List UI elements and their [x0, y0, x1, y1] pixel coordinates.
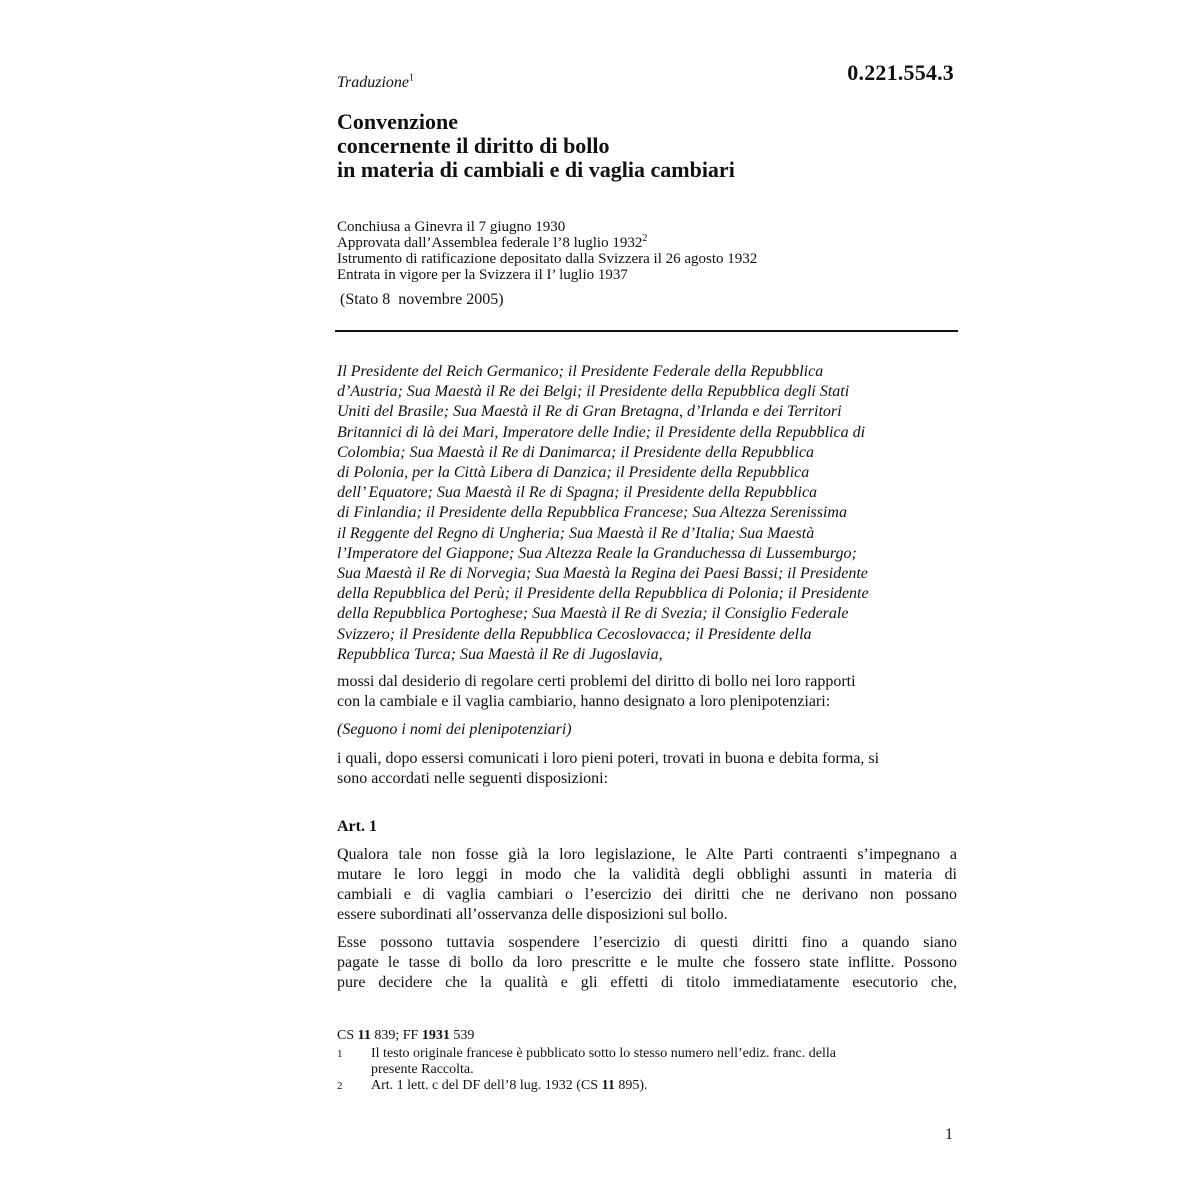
footnote-2-suffix: 895).	[614, 1078, 648, 1093]
paragraph-line: (Seguono i nomi dei plenipotenziari)	[337, 721, 572, 738]
preamble-line: l’Imperatore del Giappone; Sua Altezza Reale la Granduchessa di Lussemburgo;	[337, 544, 857, 562]
preamble-line: il Reggente del Regno di Ungheria; Sua Maestà il Re d’Italia; Sua Maestà	[337, 524, 815, 542]
footnote-2-mark: 2	[337, 1080, 343, 1092]
preamble-line: Sua Maestà il Re di Norvegia; Sua Maestà la Regina dei Paesi Bassi; il Presidente	[337, 565, 868, 583]
paragraph-line: mutare le loro leggi in modo che la validità degli obblighi assunti in materia di	[337, 866, 957, 883]
footnote-line: Il testo originale francese è pubblicato sotto lo stesso numero nell’ediz. franc. della	[371, 1046, 836, 1061]
translation-text: Traduzione	[337, 74, 410, 91]
preamble-line: Britannici di là dei Mari, Imperatore delle Indie; il Presidente della Repubblica di	[337, 423, 866, 441]
title-line: concernente il diritto di bollo	[337, 133, 610, 158]
preamble-line: dell’ Equatore; Sua Maestà il Re di Spagna; il Presidente della Repubblica	[337, 484, 818, 502]
concluded-date: Conchiusa a Ginevra il 7 giugno 1930	[337, 219, 566, 235]
citation-line	[337, 1028, 836, 1044]
preamble-line: della Repubblica Portoghese; Sua Maestà il Re di Svezia; il Consiglio Federale	[337, 605, 849, 623]
approval-text: Approvata dall’Assemblea federale l’8 luglio 1932	[337, 235, 643, 251]
ff-page: 539	[449, 1028, 475, 1043]
preamble-line: di Finlandia; il Presidente della Repubblica Francese; Sua Altezza Serenissima	[337, 504, 847, 522]
footnotes	[337, 1028, 836, 1094]
paragraph-line: mossi dal desiderio di regolare certi problemi del diritto di bollo nei loro rapporti	[337, 673, 856, 690]
plenipotentiaries-note	[337, 720, 957, 740]
entry-into-force-date: Entrata in vigore per la Svizzera il I’ luglio 1937	[337, 267, 628, 283]
footnote-line: presente Raccolta.	[371, 1062, 474, 1077]
footnote-1-mark: 1	[337, 1048, 343, 1060]
paragraph-line: sono accordati nelle seguenti disposizioni:	[337, 770, 609, 787]
footnote-1-text	[371, 1046, 836, 1078]
translation-label	[337, 74, 414, 92]
paragraph-line: cambiali e di vaglia cambiari o l’esercizio dei diritti che ne derivano non possano	[337, 886, 957, 903]
paragraph-line: essere subordinati all’osservanza delle disposizioni sul bollo.	[337, 906, 728, 923]
footnote-ref-1[interactable]: 1	[409, 72, 415, 84]
agreement-paragraph	[337, 749, 957, 789]
ff-year: 1931	[421, 1028, 450, 1043]
preamble-line: Il Presidente del Reich Germanico; il Presidente Federale della Repubblica	[337, 363, 824, 380]
preamble-line: di Polonia, per la Città Libera di Danzica; il Presidente della Repubblica	[337, 464, 810, 482]
title-line: Convenzione	[337, 109, 458, 134]
footnote-2-prefix: Art. 1 lett. c del DF dell’8 lug. 1932 (CS	[371, 1078, 602, 1093]
preamble	[337, 362, 959, 665]
status-date: (Stato 8 novembre 2005)	[340, 291, 504, 308]
paragraph-line: pagate le tasse di bollo da loro prescritte e le multe che fossero state inflitte. Possono	[337, 954, 957, 971]
preamble-line: Colombia; Sua Maestà il Re di Danimarca; il Presidente della Repubblica	[337, 443, 814, 461]
footnote-2-volume: 11	[601, 1078, 615, 1093]
paragraph-line: pure decidere che la qualità e gli effetti di titolo immediatamente esecutorio che,	[337, 974, 957, 991]
cs-volume: 11	[357, 1028, 371, 1043]
page-number: 1	[945, 1126, 953, 1143]
document-metadata	[337, 219, 757, 283]
ratification-date: Istrumento di ratificazione depositato dalla Svizzera il 26 agosto 1932	[337, 251, 758, 267]
cs-prefix: CS	[337, 1028, 358, 1043]
paragraph-line: con la cambiale e il vaglia cambiario, hanno designato a loro plenipotenziari:	[337, 693, 831, 710]
footnote-2-text	[371, 1078, 648, 1094]
article-heading: Art. 1	[337, 818, 377, 835]
footnote-2	[337, 1078, 836, 1094]
preamble-line: della Repubblica del Perù; il Presidente della Repubblica di Polonia; il Presidente	[337, 585, 869, 603]
article-1-paragraph-1	[337, 845, 957, 925]
footnote-ref-2[interactable]: 2	[642, 233, 648, 244]
sr-number: 0.221.554.3	[847, 60, 954, 85]
paragraph-line: Esse possono tuttavia sospendere l’esercizio di questi diritti fino a quando siano	[337, 934, 957, 951]
preamble-line: d’Austria; Sua Maestà il Re dei Belgi; il Presidente della Repubblica degli Stati	[337, 383, 850, 401]
footnote-1	[337, 1046, 836, 1078]
document-title	[337, 110, 735, 182]
preamble-line: Svizzero; il Presidente della Repubblica Cecoslovacca; il Presidente della	[337, 625, 812, 643]
header-divider	[335, 330, 958, 332]
title-line: in materia di cambiali e di vaglia cambiari	[337, 157, 735, 182]
paragraph-line: Qualora tale non fosse già la loro legislazione, le Alte Parti contraenti s’impegnano a	[337, 846, 957, 863]
designation-paragraph	[337, 672, 957, 712]
paragraph-line: i quali, dopo essersi comunicati i loro pieni poteri, trovati in buona e debita forma, si	[337, 750, 880, 767]
article-1-paragraph-2	[337, 933, 957, 993]
preamble-line: Uniti del Brasile; Sua Maestà il Re di Gran Bretagna, d’Irlanda e dei Territori	[337, 403, 842, 421]
approval-date	[337, 235, 757, 251]
preamble-line: Repubblica Turca; Sua Maestà il Re di Jugoslavia,	[337, 645, 663, 663]
cs-middle: 839; FF	[370, 1028, 422, 1043]
